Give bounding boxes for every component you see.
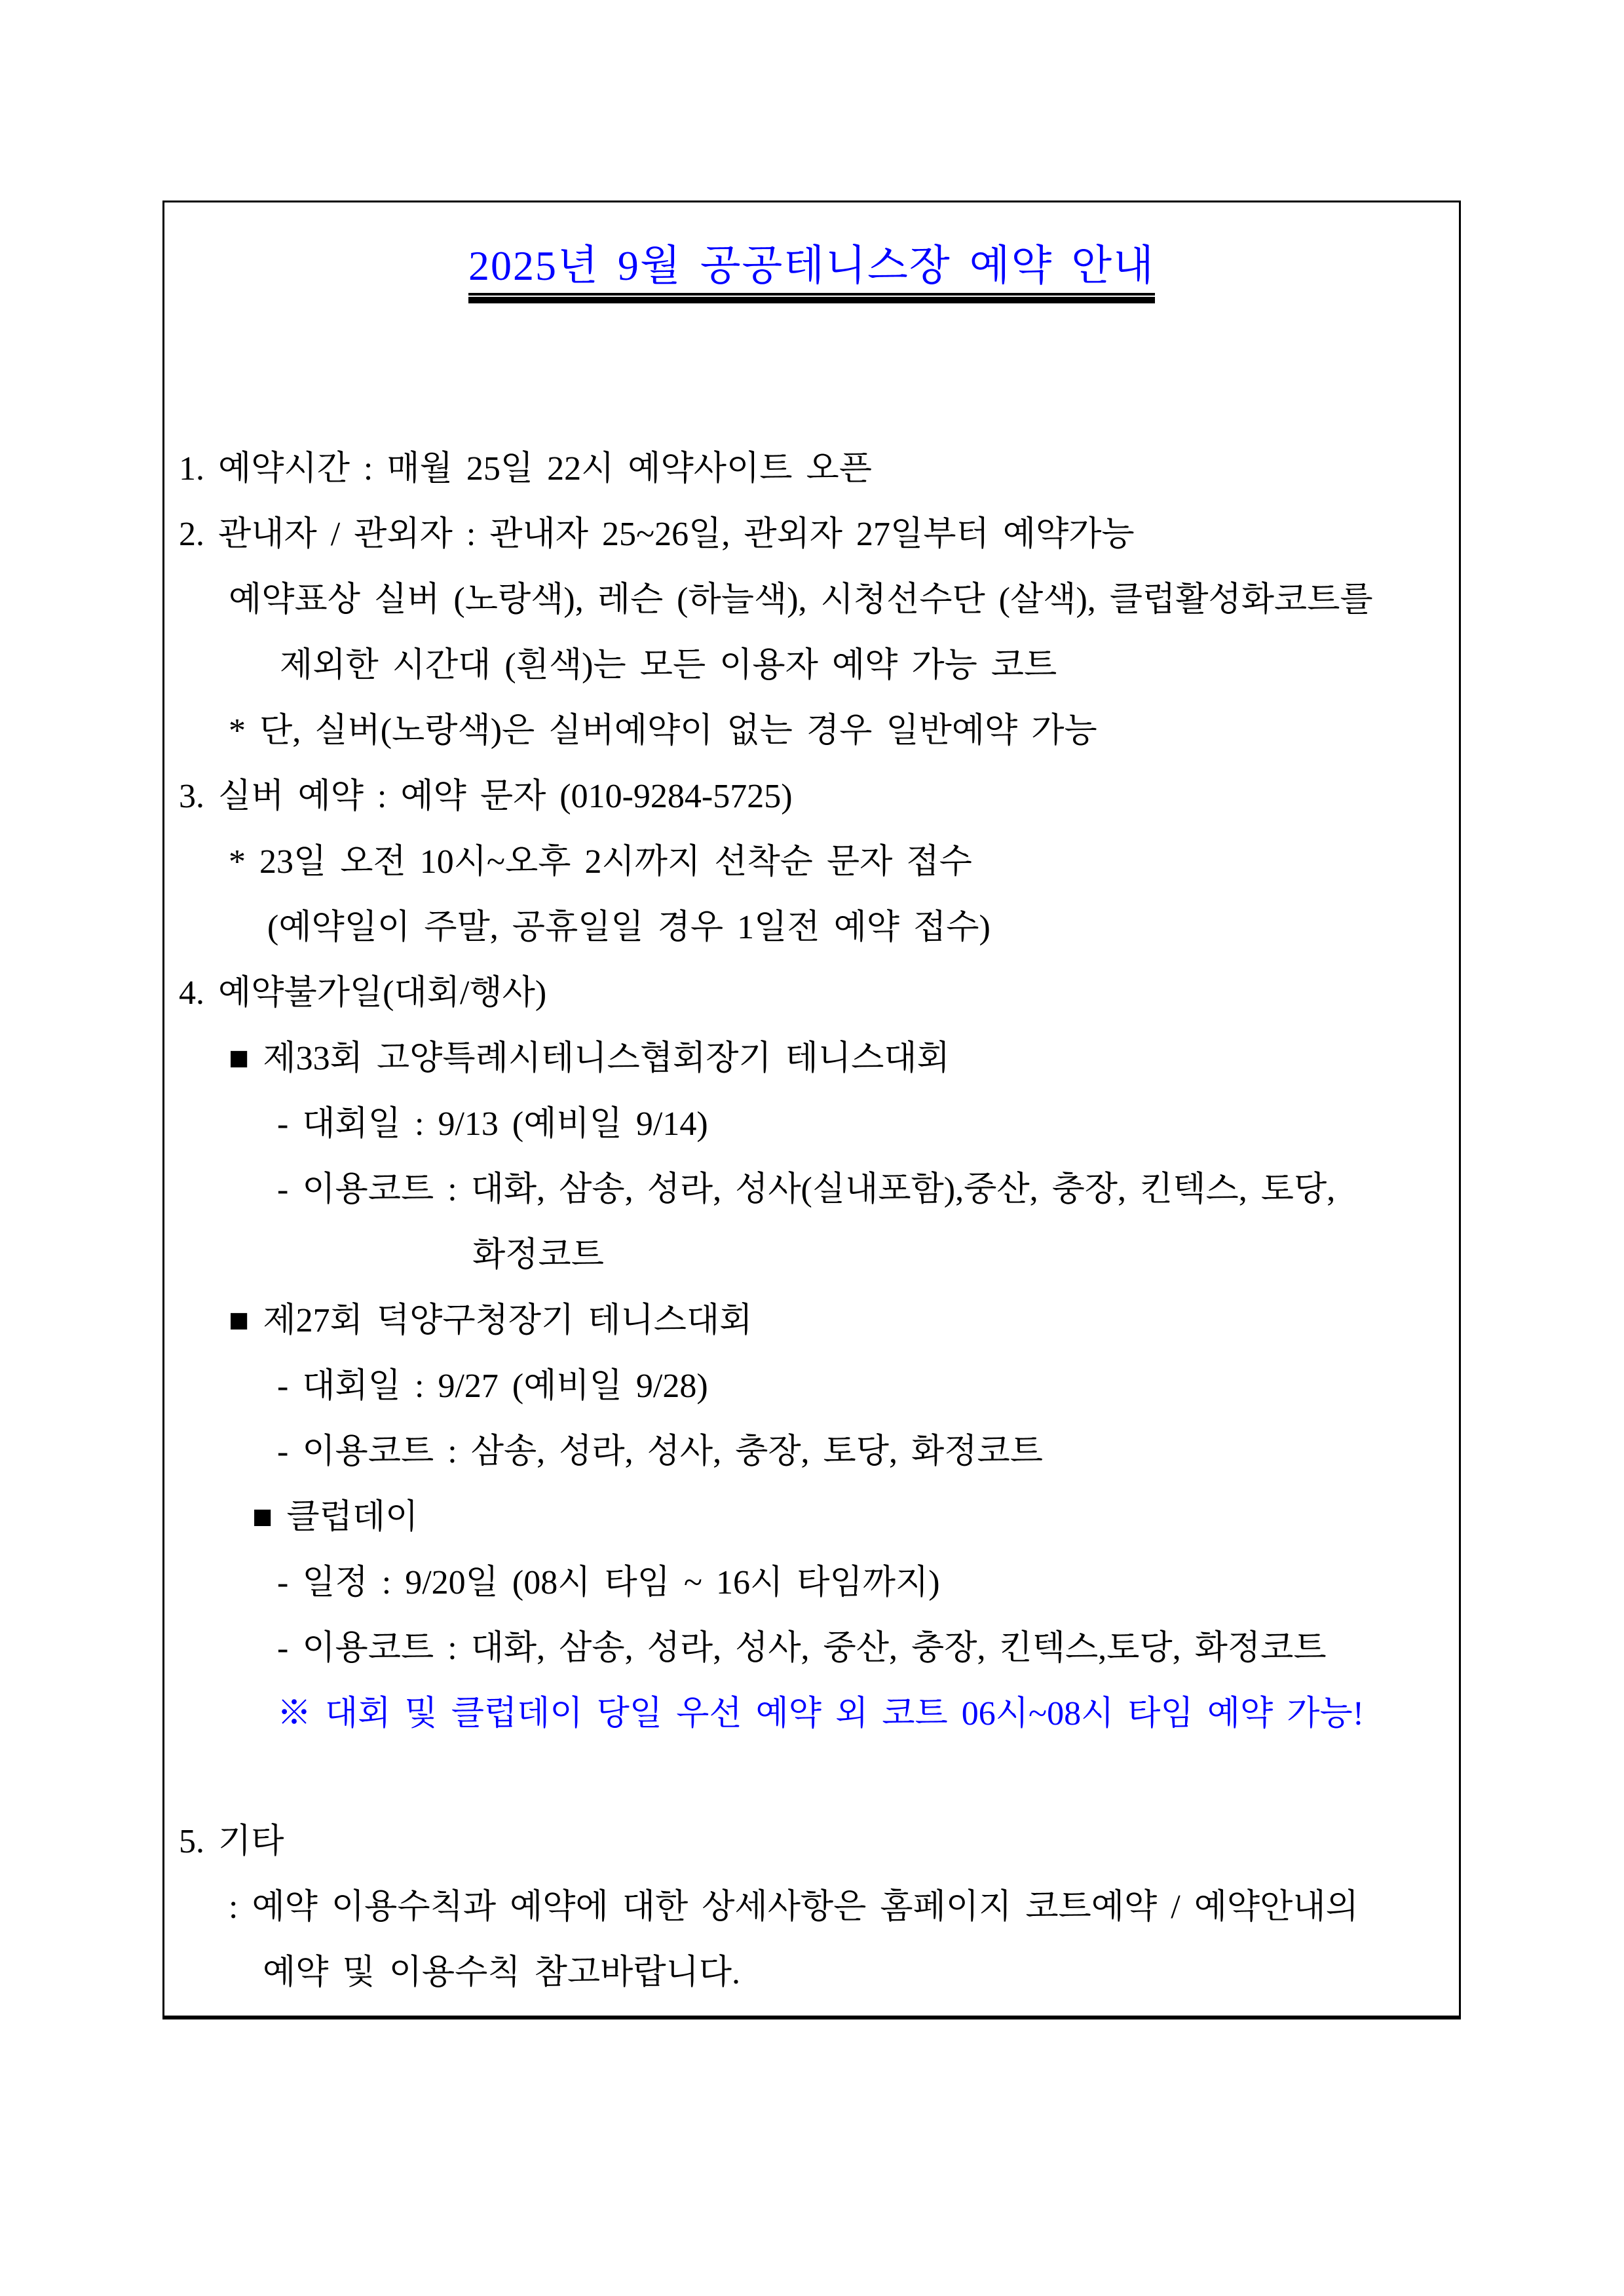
title-wrap — [164, 242, 1459, 296]
notice-line-silver-note: * 단, 실버(노랑색)은 실버예약이 없는 경우 일반예약 가능 — [229, 712, 1097, 750]
notice-line-tournament-33: ■ 제33회 고양특례시테니스협회장기 테니스대회 — [229, 1040, 950, 1077]
notice-line-silver-sms: * 23일 오전 10시~오후 2시까지 선착순 문자 접수 — [229, 843, 972, 881]
notice-line-tournament-33-courts-cont: 화정코트 — [472, 1236, 604, 1274]
notice-box — [162, 201, 1461, 2019]
notice-line-club-day-schedule: - 일정 : 9/20일 (08시 타임 ~ 16시 타임까지) — [277, 1564, 940, 1601]
notice-line-color-legend: 예약표상 실버 (노랑색), 레슨 (하늘색), 시청선수단 (살색), 클럽활성화코트를 — [229, 581, 1373, 619]
notice-line-tournament-27: ■ 제27회 덕양구청장기 테니스대회 — [229, 1302, 753, 1339]
notice-line-silver-reservation: 3. 실버 예약 : 예약 문자 (010-9284-5725) — [179, 778, 793, 815]
notice-line-priority-note: ※ 대회 및 클럽데이 당일 우선 예약 외 코트 06시~08시 타임 예약 가능! — [277, 1695, 1365, 1732]
notice-line-tournament-33-date: - 대회일 : 9/13 (예비일 9/14) — [277, 1105, 708, 1143]
page-title: 2025년 9월 공공테니스장 예약 안내 — [468, 242, 1155, 296]
notice-line-etc: 5. 기타 — [179, 1823, 284, 1860]
notice-line-tournament-27-courts: - 이용코트 : 삼송, 성라, 성사, 충장, 토당, 화정코트 — [277, 1433, 1043, 1470]
notice-line-resident-rule: 2. 관내자 / 관외자 : 관내자 25~26일, 관외자 27일부터 예약가능 — [179, 516, 1135, 553]
notice-line-etc-detail: : 예약 이용수칙과 예약에 대한 상세사항은 홈페이지 코트예약 / 예약안내의 — [229, 1888, 1359, 1926]
notice-line-unavailable-days: 4. 예약불가일(대회/행사) — [179, 974, 547, 1012]
notice-line-reservation-time: 1. 예약시간 : 매월 25일 22시 예약사이트 오픈 — [179, 450, 872, 488]
notice-line-club-day-courts: - 이용코트 : 대화, 삼송, 성라, 성사, 중산, 충장, 킨텍스,토당, 화정코트 — [277, 1630, 1327, 1667]
notice-line-club-day: ■ 클럽데이 — [252, 1499, 419, 1536]
notice-line-color-legend-cont: 제외한 시간대 (흰색)는 모든 이용자 예약 가능 코트 — [280, 647, 1057, 684]
notice-line-tournament-33-courts: - 이용코트 : 대화, 삼송, 성라, 성사(실내포함),중산, 충장, 킨텍스, 토당, — [277, 1171, 1336, 1208]
notice-line-silver-sms-note: (예약일이 주말, 공휴일일 경우 1일전 예약 접수) — [267, 909, 991, 946]
notice-line-etc-detail-cont: 예약 및 이용수칙 참고바랍니다. — [263, 1954, 741, 1991]
notice-line-tournament-27-date: - 대회일 : 9/27 (예비일 9/28) — [277, 1368, 708, 1405]
notice-body — [164, 436, 1459, 2006]
